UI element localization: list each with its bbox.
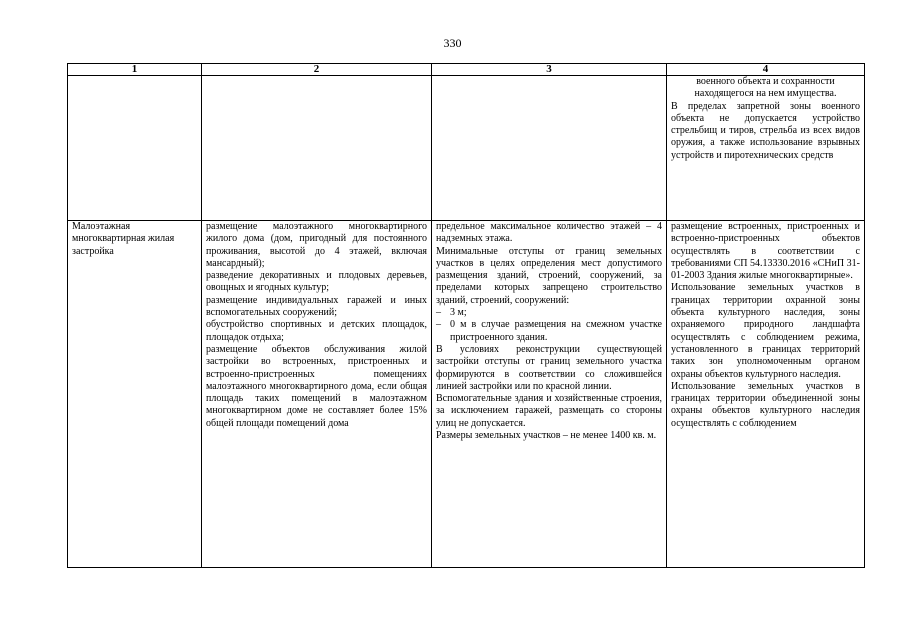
limits-paragraph: предельное максимальное количество этажей – 4 надземных этажа. [436, 221, 662, 245]
column-header-4: 4 [667, 64, 865, 76]
cell-restrictions [667, 221, 865, 568]
limits-paragraph: Размеры земельных участков – не менее 1400 кв. м. [436, 430, 657, 442]
permitted-use-paragraph: размещение индивидуальных гаражей и иных вспомогательных сооружений; [206, 294, 427, 319]
permitted-use-paragraph: размещение малоэтажного многоквартирного жилого дома (дом, пригодный для постоянного проживания, высотой до 4 этажей, включая мансардный); [206, 221, 427, 269]
limits-paragraph: В условиях реконструкции существующей застройки отступы от границ земельного участка формируются в соответствии со сложившейся линией застройки или по красной линии. [436, 343, 662, 392]
cell-continuation-col1 [68, 76, 202, 221]
cell-continuation-col4 [667, 76, 865, 221]
cell-continuation-col3 [432, 76, 667, 221]
restrictions-paragraph: размещение встроенных, пристроенных и встроенно-пристроенных объектов осуществлять в соответствии с требованиями СП 54.13330.2016 «СНиП 31-01-2003 Здания жилые многоквартирные». [671, 221, 860, 282]
table-header-row [68, 64, 865, 76]
column-header-2: 2 [202, 64, 432, 76]
limits-paragraph: Вспомогательные здания и хозяйственные строения, за исключением гаражей, размещать со стороны улиц не допускается. [436, 393, 662, 429]
list-dash: – [436, 319, 441, 331]
permitted-use-paragraph: обустройство спортивных и детских площадок, площадок отдыха; [206, 319, 427, 343]
page-number: 330 [443, 36, 462, 50]
cell-permitted-uses [202, 221, 432, 568]
cell-land-use-type [68, 221, 202, 568]
restrictions-paragraph: Использование земельных участков в границах территории охранной зоны объекта культурного наследия, зоны охраняемого природного ландшафта осуществлять с соблюдением режима, установленного в границах территорий таких зон уполномоченным органом охраны объектов культурного наследия. [671, 282, 860, 380]
cell-continuation-col2 [202, 76, 432, 221]
permitted-use-paragraph: разведение декоративных и плодовых деревьев, овощных и ягодных культур; [206, 270, 427, 294]
cell-limits [432, 221, 667, 568]
list-item-text: 0 м в случае размещения на смежном участке пристроенного здания. [450, 319, 662, 343]
restrictions-paragraph: Использование земельных участков в границах территории объединенной зоны охраны объектов культурного наследия осуществлять с соблюдением [671, 380, 860, 429]
column-header-3: 3 [432, 64, 667, 76]
continuation-paragraph: военного объекта и сохранности находящегося на нем имущества. [694, 76, 837, 100]
table-row-main [68, 221, 865, 568]
permitted-use-paragraph: размещение объектов обслуживания жилой застройки во встроенных, пристроенных и встроенно-пристроенных помещениях малоэтажного многоквартирного дома, если общая площадь таких помещений в малоэтажном многоквартирном доме не составляет более 15% общей площади помещений дома [206, 343, 427, 429]
list-dash: – [436, 307, 441, 319]
list-item-text: 3 м; [450, 307, 467, 319]
land-use-type-text: Малоэтажная многоквартирная жилая застройка [72, 221, 175, 257]
column-header-1: 1 [68, 64, 202, 76]
limits-paragraph: Минимальные отступы от границ земельных участков в целях определения мест допустимого размещения зданий, строений, сооружений, за пределами которых запрещено строительство зданий, строений, сооружений: [436, 245, 662, 306]
table-row-continuation [68, 76, 865, 221]
continuation-paragraph: В пределах запретной зоны военного объекта не допускается устройство стрельбищ и тиров, стрельба из всех видов оружия, а также использование взрывных устройств и пиротехнических средств [671, 100, 860, 161]
list-item [436, 319, 662, 344]
list-item [436, 307, 662, 319]
regulations-table [67, 63, 865, 568]
